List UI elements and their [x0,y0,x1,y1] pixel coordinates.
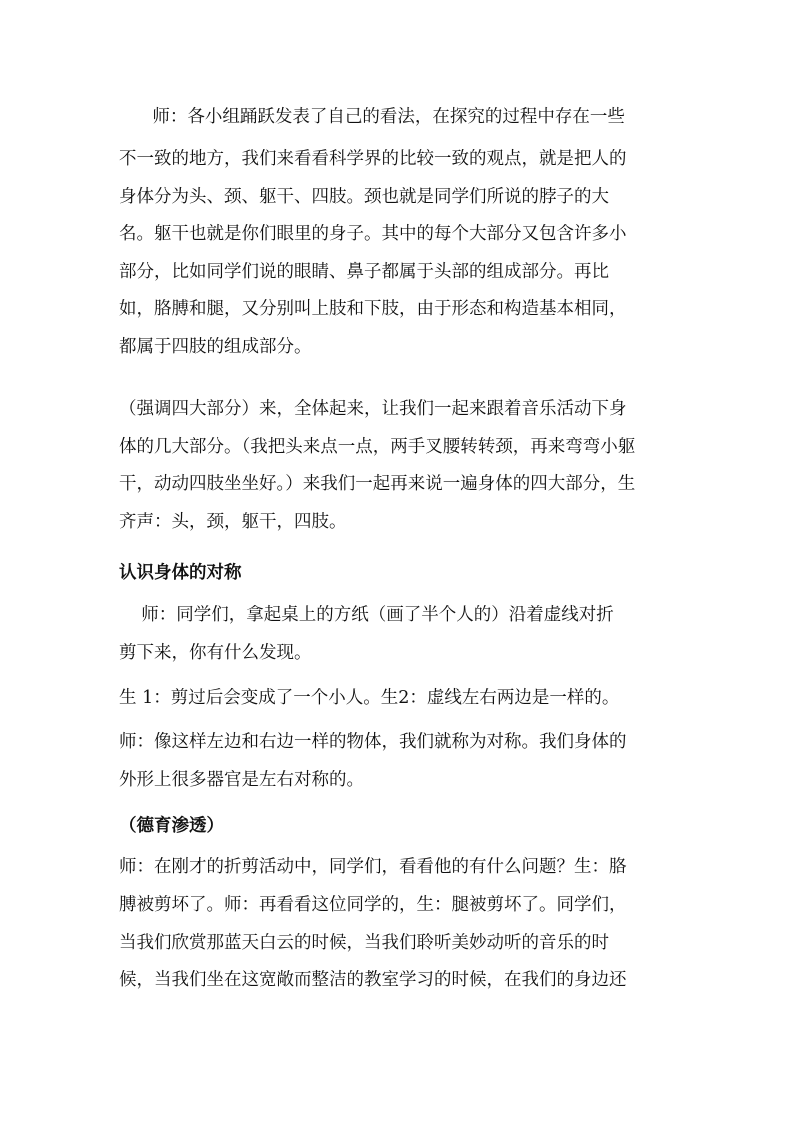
paragraph-line: 师：像这样左边和右边一样的物体，我们就称为对称。我们身体的 [119,732,627,752]
paragraph-line: 体的几大部分。（我把头来点一点，两手叉腰转转颈，再来弯弯小躯 [119,437,636,457]
paragraph-line: 膊被剪坏了。师：再看看这位同学的，生：腿被剪坏了。同学们， [119,895,627,915]
paragraph-line: 都属于四肢的组成部分。 [119,337,312,357]
paragraph-line: 齐声：头，颈，躯干，四肢。 [119,512,347,532]
paragraph-line: 身体分为头、颈、躯干、四肢。颈也就是同学们所说的脖子的大 [119,187,609,207]
paragraph-line: （强调四大部分）来，全体起来，让我们一起来跟着音乐活动下身 [119,399,627,419]
paragraph-line: 生 1：剪过后会变成了一个小人。生2：虚线左右两边是一样的。 [119,688,620,708]
paragraph-line: 外形上很多器官是左右对称的。 [119,770,364,790]
section-heading: 认识身体的对称 [119,563,242,583]
paragraph-line: 师：在刚才的折剪活动中，同学们，看看他的有什么问题？生：胳 [119,857,627,877]
paragraph-line: 名。躯干也就是你们眼里的身子。其中的每个大部分又包含许多小 [119,224,627,244]
paragraph-line: 剪下来，你有什么发现。 [119,643,312,663]
paragraph-line: 干，动动四肢坐坐好。）来我们一起再来说一遍身体的四大部分，生 [119,474,636,494]
paragraph-line: 部分，比如同学们说的眼睛、鼻子都属于头部的组成部分。再比 [119,262,609,282]
paragraph-line: 候，当我们坐在这宽敞而整洁的教室学习的时候，在我们的身边还 [119,970,627,990]
section-heading: （德育渗透） [119,816,224,836]
paragraph-line: 师：同学们，拿起桌上的方纸（画了半个人的）沿着虚线对折 [119,605,614,625]
paragraph-line: 如，胳膊和腿，又分别叫上肢和下肢，由于形态和构造基本相同， [119,299,627,319]
paragraph-line: 不一致的地方，我们来看看科学界的比较一致的观点，就是把人的 [119,149,627,169]
paragraph-line: 师：各小组踊跃发表了自己的看法，在探究的过程中存在一些 [119,107,625,127]
paragraph-line: 当我们欣赏那蓝天白云的时候，当我们聆听美妙动听的音乐的时 [119,933,609,953]
